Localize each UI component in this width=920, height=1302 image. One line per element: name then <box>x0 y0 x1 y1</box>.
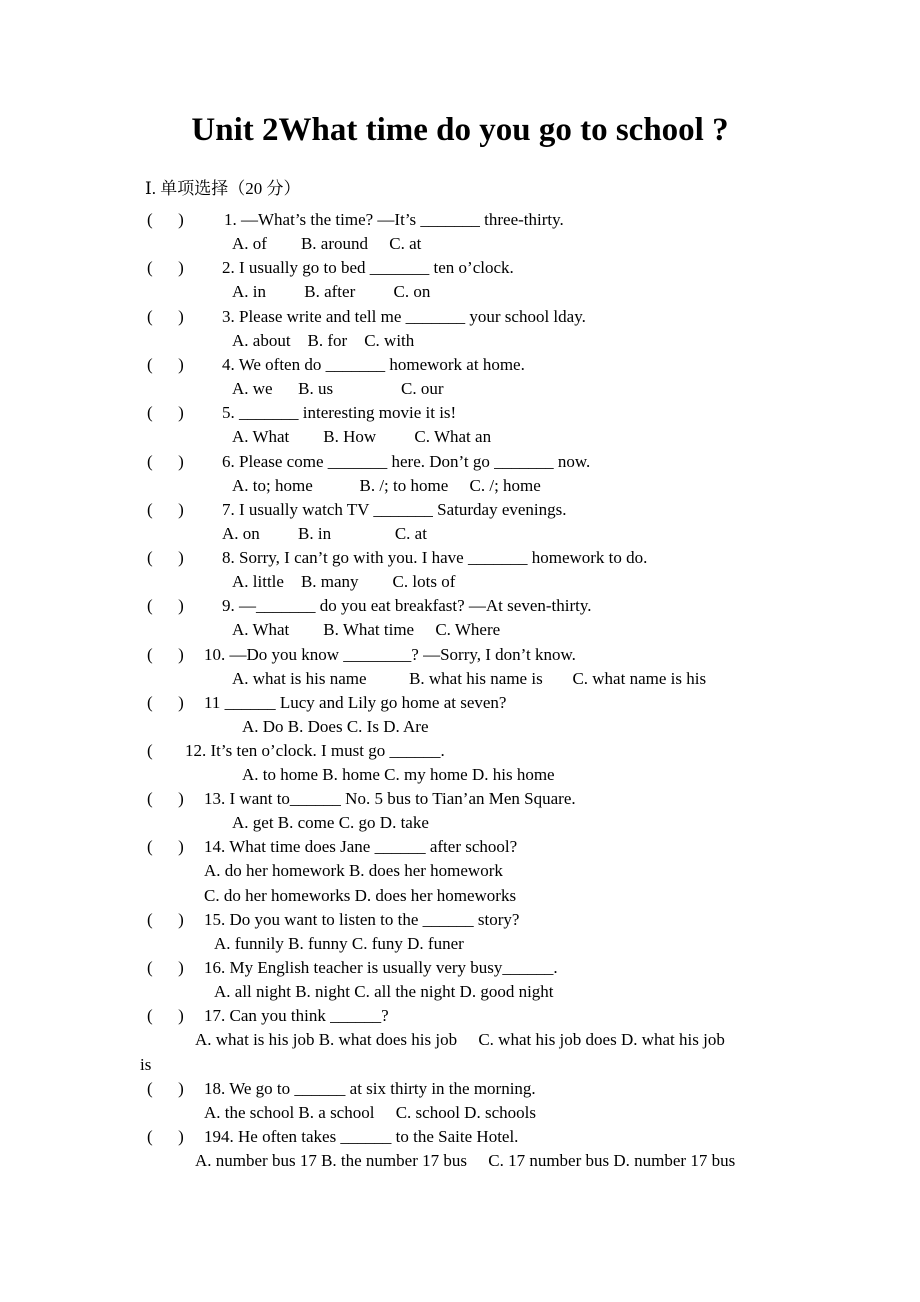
options-13: A. get B. come C. go D. take <box>232 813 429 832</box>
answer-bracket-2: ( ) <box>147 258 184 277</box>
question-12: 12. It’s ten o’clock. I must go ______. <box>185 741 445 760</box>
options-18: A. the school B. a school C. school D. schools <box>204 1103 536 1122</box>
question-16: 16. My English teacher is usually very busy______. <box>204 958 558 977</box>
question-8: 8. Sorry, I can’t go with you. I have _______ homework to do. <box>222 548 648 567</box>
options-4: A. we B. us C. our <box>232 379 444 398</box>
page-title: Unit 2What time do you go to school ? <box>191 112 729 148</box>
options-14a: A. do her homework B. does her homework <box>204 861 503 880</box>
question-17: 17. Can you think ______? <box>204 1006 389 1025</box>
answer-bracket-14: ( ) <box>147 837 184 856</box>
question-2: 2. I usually go to bed _______ ten o’clock. <box>222 258 514 277</box>
options-8: A. little B. many C. lots of <box>232 572 456 591</box>
answer-bracket-8: ( ) <box>147 548 184 567</box>
question-7: 7. I usually watch TV _______ Saturday evenings. <box>222 500 567 519</box>
question-15: 15. Do you want to listen to the ______ story? <box>204 910 520 929</box>
question-3: 3. Please write and tell me _______ your school lday. <box>222 307 586 326</box>
question-4: 4. We often do _______ homework at home. <box>222 355 525 374</box>
question-5: 5. _______ interesting movie it is! <box>222 403 457 422</box>
question-13: 13. I want to______ No. 5 bus to Tian’an Men Square. <box>204 789 576 808</box>
answer-bracket-4: ( ) <box>147 355 184 374</box>
section-heading: Ⅰ. 单项选择（20 分） <box>145 179 301 198</box>
options-17: A. what is his job B. what does his job C. what his job does D. what his job <box>195 1030 725 1049</box>
options-14b: C. do her homeworks D. does her homeworks <box>204 886 517 905</box>
answer-bracket-7: ( ) <box>147 500 184 519</box>
options-6: A. to; home B. /; to home C. /; home <box>232 476 541 495</box>
options-5: A. What B. How C. What an <box>232 427 492 446</box>
question-14: 14. What time does Jane ______ after school? <box>204 837 518 856</box>
options-17-wrap: is <box>140 1055 152 1074</box>
question-10: 10. —Do you know ________? —Sorry, I don’t know. <box>204 645 576 664</box>
options-10: A. what is his name B. what his name is C. what name is his <box>232 669 707 688</box>
answer-bracket-13: ( ) <box>147 789 184 808</box>
answer-bracket-17: ( ) <box>147 1006 184 1025</box>
answer-bracket-5: ( ) <box>147 403 184 422</box>
options-9: A. What B. What time C. Where <box>232 620 501 639</box>
question-18: 18. We go to ______ at six thirty in the morning. <box>204 1079 536 1098</box>
question-9: 9. —_______ do you eat breakfast? —At seven-thirty. <box>222 596 592 615</box>
options-2: A. in B. after C. on <box>232 282 431 301</box>
options-19: A. number bus 17 B. the number 17 bus C. 17 number bus D. number 17 bus <box>195 1151 736 1170</box>
options-7: A. on B. in C. at <box>222 524 427 543</box>
options-16: A. all night B. night C. all the night D. good night <box>214 982 554 1001</box>
options-12: A. to home B. home C. my home D. his home <box>242 765 555 784</box>
question-6: 6. Please come _______ here. Don’t go _______ now. <box>222 452 591 471</box>
answer-bracket-16: ( ) <box>147 958 184 977</box>
question-19: 194. He often takes ______ to the Saite Hotel. <box>204 1127 519 1146</box>
answer-bracket-3: ( ) <box>147 307 184 326</box>
answer-bracket-9: ( ) <box>147 596 184 615</box>
answer-bracket-15: ( ) <box>147 910 184 929</box>
answer-bracket-19: ( ) <box>147 1127 184 1146</box>
answer-bracket-12: ( <box>147 741 153 760</box>
question-11: 11 ______ Lucy and Lily go home at seven? <box>204 693 507 712</box>
answer-bracket-11: ( ) <box>147 693 184 712</box>
options-3: A. about B. for C. with <box>232 331 415 350</box>
answer-bracket-10: ( ) <box>147 645 184 664</box>
options-1: A. of B. around C. at <box>232 234 422 253</box>
options-11: A. Do B. Does C. Is D. Are <box>242 717 429 736</box>
answer-bracket-1: ( ) <box>147 210 184 229</box>
answer-bracket-6: ( ) <box>147 452 184 471</box>
question-1: 1. —What’s the time? —It’s _______ three-thirty. <box>224 210 564 229</box>
options-15: A. funnily B. funny C. funy D. funer <box>214 934 464 953</box>
answer-bracket-18: ( ) <box>147 1079 184 1098</box>
